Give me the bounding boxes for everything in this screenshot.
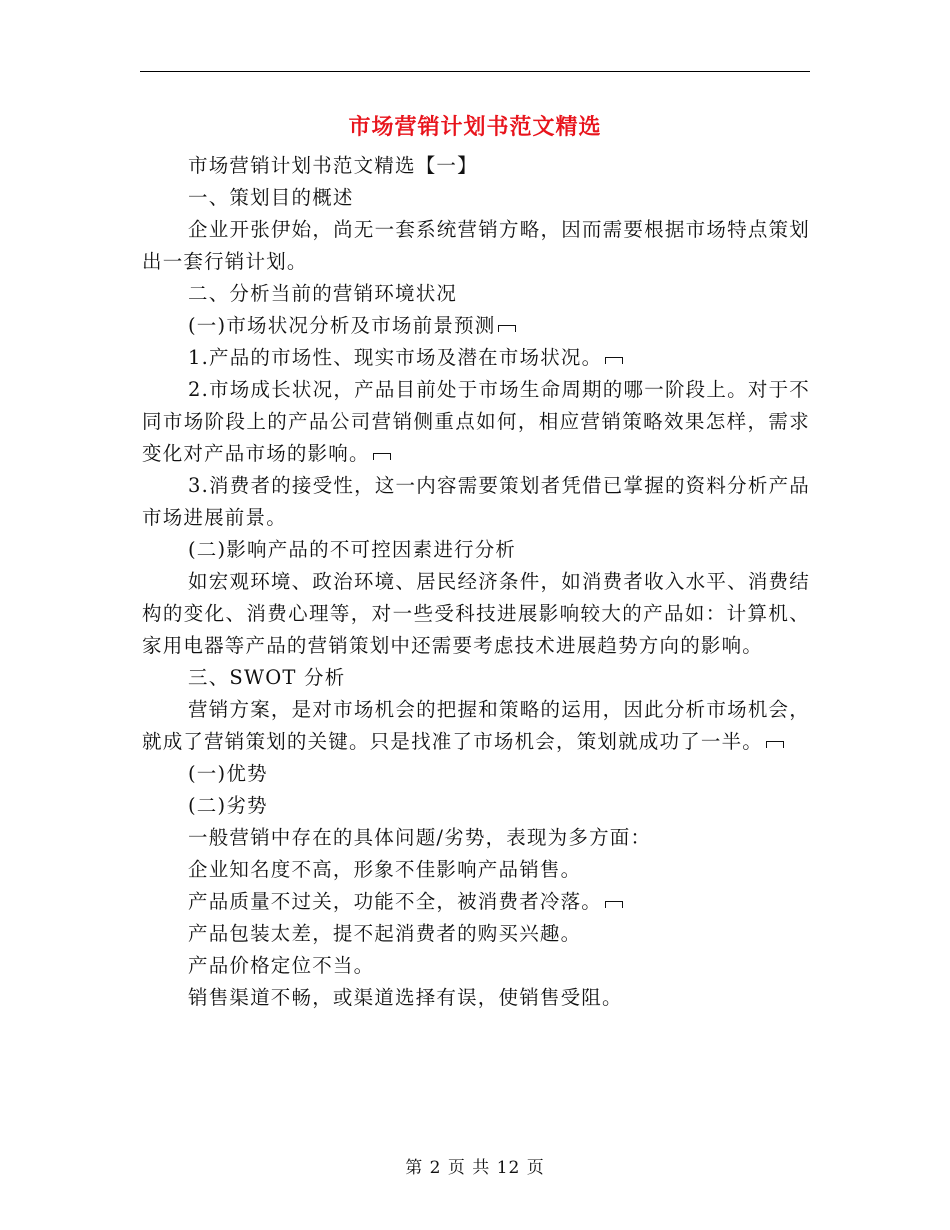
paragraph	[142, 214, 810, 278]
section-heading	[142, 182, 810, 214]
header-rule	[140, 71, 810, 72]
paragraph-text: (一)优势	[188, 762, 268, 785]
paragraph-text: 二、分析当前的营销环境状况	[188, 282, 458, 305]
paragraph-text: (二)影响产品的不可控因素进行分析	[188, 538, 517, 561]
paragraph	[142, 822, 810, 854]
list-item	[142, 886, 810, 918]
paragraph-text: 1.产品的市场性、现实市场及潜在市场状况。	[188, 346, 603, 369]
paragraph-text: (二)劣势	[188, 794, 268, 817]
subsection-heading	[142, 790, 810, 822]
paragraph-mark-icon	[498, 325, 516, 332]
paragraph	[142, 566, 810, 662]
list-item	[142, 918, 810, 950]
paragraph	[142, 374, 810, 470]
paragraph-text: 三、SWOT 分析	[188, 666, 346, 689]
paragraph-mark-icon	[605, 357, 623, 364]
list-item	[142, 854, 810, 886]
paragraph-text: 企业知名度不高，形象不佳影响产品销售。	[188, 858, 582, 881]
paragraph-mark-icon	[373, 453, 391, 460]
paragraph	[142, 470, 810, 534]
paragraph-text: 一般营销中存在的具体问题/劣势，表现为多方面：	[188, 826, 652, 849]
subsection-heading	[142, 534, 810, 566]
paragraph-text: 产品包装太差，提不起消费者的购买兴趣。	[188, 922, 582, 945]
paragraph-text: 产品质量不过关，功能不全，被消费者冷落。	[188, 890, 603, 913]
paragraph	[142, 342, 810, 374]
page-number: 第 2 页 共 12 页	[405, 1158, 545, 1178]
section-heading	[142, 278, 810, 310]
document-body	[142, 150, 810, 1014]
paragraph-text: (一)市场状况分析及市场前景预测	[188, 314, 496, 337]
paragraph-text: 3.消费者的接受性，这一内容需要策划者凭借已掌握的资料分析产品市场进展前景。	[142, 474, 810, 529]
paragraph-text: 营销方案，是对市场机会的把握和策略的运用，因此分析市场机会，就成了营销策划的关键。只是找准了市场机会，策划就成功了一半。	[142, 698, 810, 753]
list-item	[142, 982, 810, 1014]
paragraph	[142, 150, 810, 182]
paragraph-text: 市场营销计划书范文精选【一】	[188, 154, 478, 177]
paragraph-mark-icon	[605, 901, 623, 908]
paragraph	[142, 694, 810, 758]
paragraph-text: 产品价格定位不当。	[188, 954, 375, 977]
paragraph-text: 2.市场成长状况，产品目前处于市场生命周期的哪一阶段上。对于不同市场阶段上的产品公司营销侧重点如何，相应营销策略效果怎样，需求变化对产品市场的影响。	[142, 378, 810, 465]
paragraph-text: 销售渠道不畅，或渠道选择有误，使销售受阻。	[188, 986, 623, 1009]
subsection-heading	[142, 310, 810, 342]
document-title: 市场营销计划书范文精选	[348, 114, 602, 140]
list-item	[142, 950, 810, 982]
section-heading	[142, 662, 810, 694]
subsection-heading	[142, 758, 810, 790]
paragraph-mark-icon	[766, 741, 784, 748]
paragraph-text: 企业开张伊始，尚无一套系统营销方略，因而需要根据市场特点策划出一套行销计划。	[142, 218, 810, 273]
paragraph-text: 一、策划目的概述	[188, 186, 354, 209]
paragraph-text: 如宏观环境、政治环境、居民经济条件，如消费者收入水平、消费结构的变化、消费心理等，对一些受科技进展影响较大的产品如：计算机、家用电器等产品的营销策划中还需要考虑技术进展趋势方向的影响。	[142, 570, 810, 657]
